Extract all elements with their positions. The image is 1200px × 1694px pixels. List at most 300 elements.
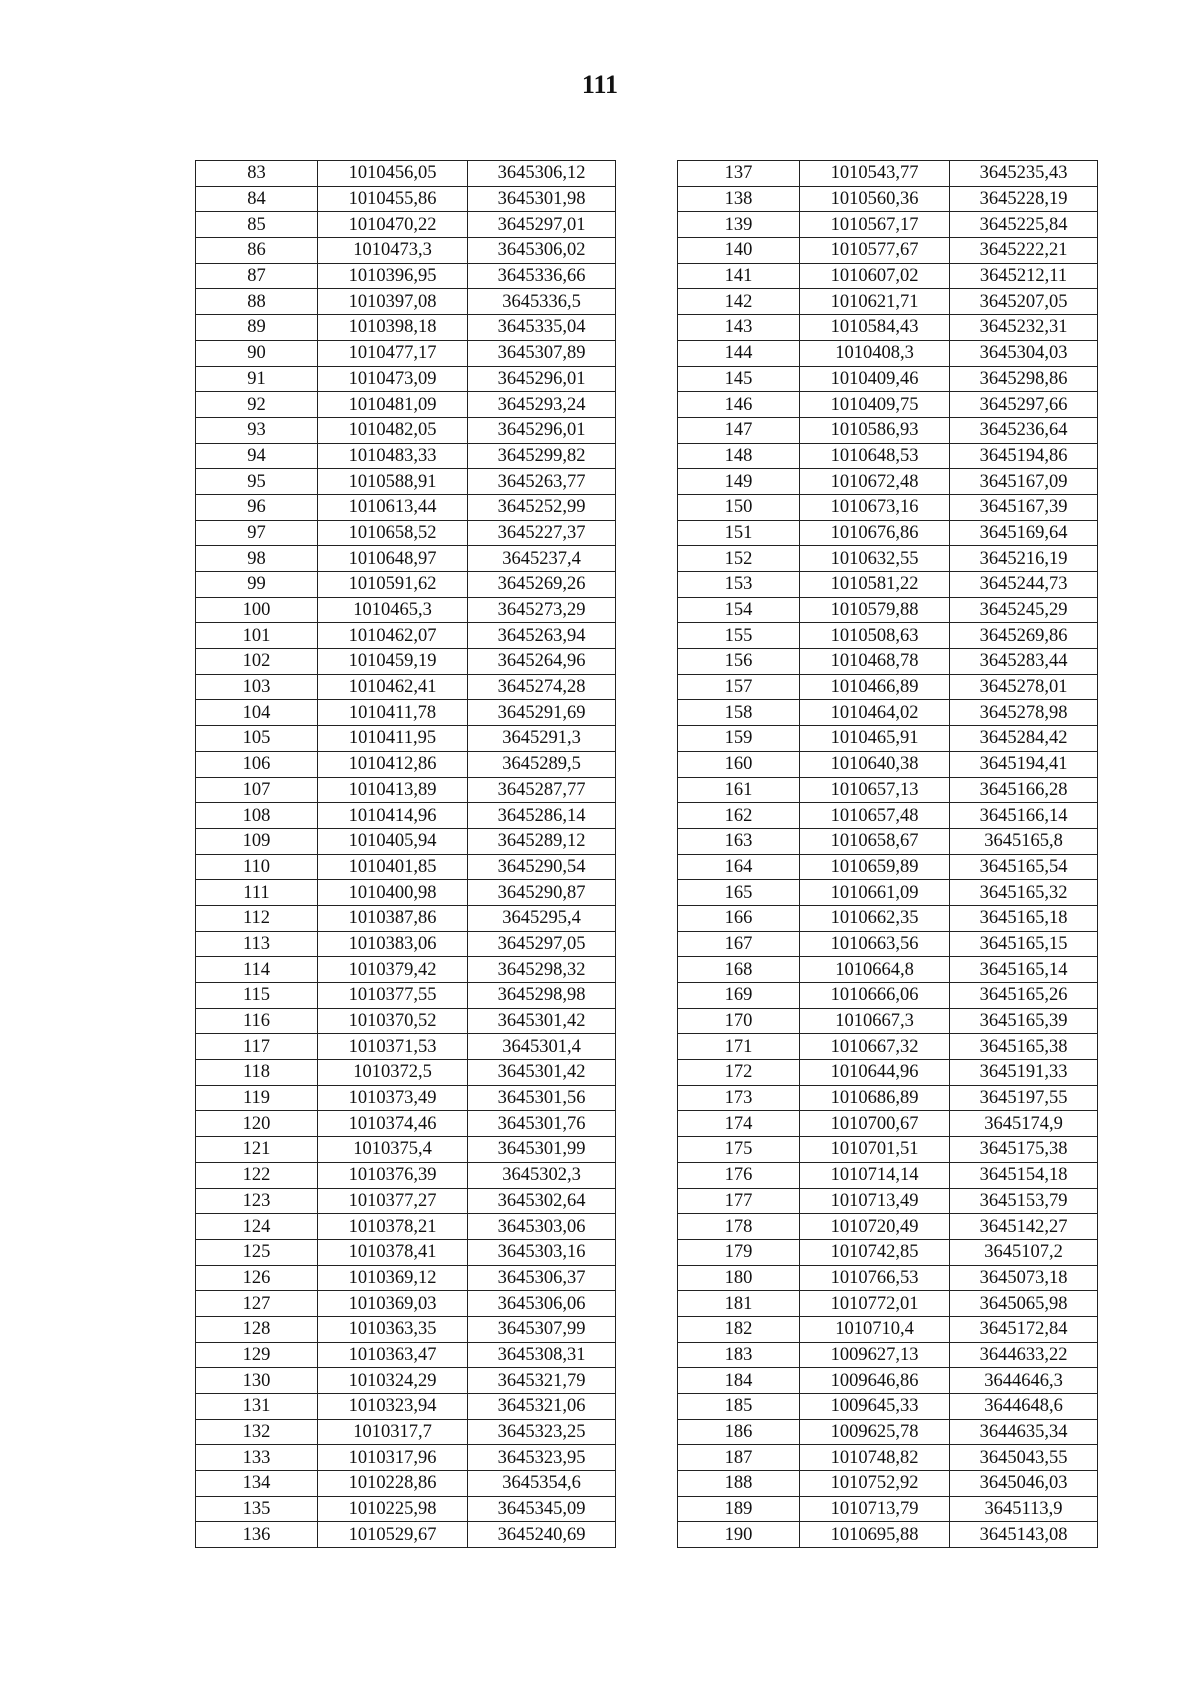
point-number-cell: 145 [678,366,800,392]
table-row [196,520,616,546]
point-number-cell: 126 [196,1265,318,1291]
x-coordinate-cell: 1010455,86 [318,186,468,212]
y-coordinate-cell: 3645222,21 [950,238,1098,264]
table-row [678,957,1098,983]
y-coordinate-cell: 3645165,8 [950,828,1098,854]
x-coordinate-cell: 1010713,49 [800,1188,950,1214]
x-coordinate-cell: 1010508,63 [800,623,950,649]
y-coordinate-cell: 3645293,24 [468,392,616,418]
point-number-cell: 177 [678,1188,800,1214]
y-coordinate-cell: 3645235,43 [950,161,1098,187]
y-coordinate-cell: 3645043,55 [950,1445,1098,1471]
point-number-cell: 188 [678,1471,800,1497]
x-coordinate-cell: 1010673,16 [800,494,950,520]
x-coordinate-cell: 1010376,39 [318,1162,468,1188]
y-coordinate-cell: 3645073,18 [950,1265,1098,1291]
y-coordinate-cell: 3645263,77 [468,469,616,495]
x-coordinate-cell: 1010640,38 [800,751,950,777]
point-number-cell: 156 [678,649,800,675]
y-coordinate-cell: 3645301,42 [468,1060,616,1086]
x-coordinate-cell: 1010383,06 [318,931,468,957]
table-row [196,443,616,469]
x-coordinate-cell: 1010560,36 [800,186,950,212]
table-row [196,1496,616,1522]
table-row [196,957,616,983]
x-coordinate-cell: 1010372,5 [318,1060,468,1086]
y-coordinate-cell: 3645237,4 [468,546,616,572]
point-number-cell: 85 [196,212,318,238]
table-row [196,392,616,418]
x-coordinate-cell: 1010396,95 [318,263,468,289]
point-number-cell: 171 [678,1034,800,1060]
x-coordinate-cell: 1010658,67 [800,828,950,854]
y-coordinate-cell: 3645335,04 [468,315,616,341]
point-number-cell: 174 [678,1111,800,1137]
point-number-cell: 118 [196,1060,318,1086]
x-coordinate-cell: 1010742,85 [800,1239,950,1265]
point-number-cell: 165 [678,880,800,906]
table-row [196,854,616,880]
point-number-cell: 179 [678,1239,800,1265]
y-coordinate-cell: 3645297,01 [468,212,616,238]
y-coordinate-cell: 3645274,28 [468,674,616,700]
x-coordinate-cell: 1010657,13 [800,777,950,803]
x-coordinate-cell: 1010657,48 [800,803,950,829]
y-coordinate-cell: 3645207,05 [950,289,1098,315]
table-row [678,238,1098,264]
point-number-cell: 111 [196,880,318,906]
point-number-cell: 141 [678,263,800,289]
table-row [678,983,1098,1009]
y-coordinate-cell: 3644633,22 [950,1342,1098,1368]
point-number-cell: 113 [196,931,318,957]
x-coordinate-cell: 1010473,3 [318,238,468,264]
y-coordinate-cell: 3645301,42 [468,1008,616,1034]
table-row [196,161,616,187]
y-coordinate-cell: 3645306,12 [468,161,616,187]
y-coordinate-cell: 3645175,38 [950,1137,1098,1163]
y-coordinate-cell: 3645303,06 [468,1214,616,1240]
x-coordinate-cell: 1010409,75 [800,392,950,418]
y-coordinate-cell: 3645307,89 [468,340,616,366]
x-coordinate-cell: 1009646,86 [800,1368,950,1394]
table-row [196,1342,616,1368]
point-number-cell: 88 [196,289,318,315]
x-coordinate-cell: 1010369,03 [318,1291,468,1317]
table-row [196,674,616,700]
point-number-cell: 105 [196,726,318,752]
y-coordinate-cell: 3645298,98 [468,983,616,1009]
table-row [678,1496,1098,1522]
y-coordinate-cell: 3645165,14 [950,957,1098,983]
x-coordinate-cell: 1010584,43 [800,315,950,341]
y-coordinate-cell: 3645287,77 [468,777,616,803]
x-coordinate-cell: 1010772,01 [800,1291,950,1317]
x-coordinate-cell: 1010465,91 [800,726,950,752]
point-number-cell: 180 [678,1265,800,1291]
table-row [678,1522,1098,1548]
point-number-cell: 144 [678,340,800,366]
point-number-cell: 109 [196,828,318,854]
y-coordinate-cell: 3645296,01 [468,366,616,392]
y-coordinate-cell: 3645046,03 [950,1471,1098,1497]
x-coordinate-cell: 1010664,8 [800,957,950,983]
x-coordinate-cell: 1010483,33 [318,443,468,469]
table-row [196,494,616,520]
point-number-cell: 149 [678,469,800,495]
point-number-cell: 90 [196,340,318,366]
point-number-cell: 112 [196,905,318,931]
table-row [196,289,616,315]
table-row [678,828,1098,854]
table-row [678,931,1098,957]
point-number-cell: 147 [678,417,800,443]
x-coordinate-cell: 1010398,18 [318,315,468,341]
y-coordinate-cell: 3644646,3 [950,1368,1098,1394]
point-number-cell: 83 [196,161,318,187]
x-coordinate-cell: 1010413,89 [318,777,468,803]
x-coordinate-cell: 1010459,19 [318,649,468,675]
y-coordinate-cell: 3645291,69 [468,700,616,726]
y-coordinate-cell: 3645301,98 [468,186,616,212]
y-coordinate-cell: 3645216,19 [950,546,1098,572]
table-row [678,1445,1098,1471]
y-coordinate-cell: 3645302,3 [468,1162,616,1188]
y-coordinate-cell: 3645301,56 [468,1085,616,1111]
table-row [678,905,1098,931]
y-coordinate-cell: 3645298,86 [950,366,1098,392]
point-number-cell: 107 [196,777,318,803]
table-row [678,366,1098,392]
table-row [678,161,1098,187]
table-row [678,1291,1098,1317]
point-number-cell: 160 [678,751,800,777]
y-coordinate-cell: 3645295,4 [468,905,616,931]
y-coordinate-cell: 3644635,34 [950,1419,1098,1445]
x-coordinate-cell: 1010591,62 [318,572,468,598]
table-row [196,1291,616,1317]
x-coordinate-cell: 1010720,49 [800,1214,950,1240]
y-coordinate-cell: 3645169,64 [950,520,1098,546]
point-number-cell: 98 [196,546,318,572]
x-coordinate-cell: 1010377,55 [318,983,468,1009]
table-row [678,1239,1098,1265]
point-number-cell: 159 [678,726,800,752]
y-coordinate-cell: 3645307,99 [468,1316,616,1342]
table-row [678,700,1098,726]
x-coordinate-cell: 1010482,05 [318,417,468,443]
y-coordinate-cell: 3645306,37 [468,1265,616,1291]
point-number-cell: 101 [196,623,318,649]
point-number-cell: 102 [196,649,318,675]
point-number-cell: 100 [196,597,318,623]
y-coordinate-cell: 3645323,95 [468,1445,616,1471]
x-coordinate-cell: 1010401,85 [318,854,468,880]
table-row [196,649,616,675]
point-number-cell: 131 [196,1394,318,1420]
y-coordinate-cell: 3645236,64 [950,417,1098,443]
y-coordinate-cell: 3645297,05 [468,931,616,957]
y-coordinate-cell: 3645154,18 [950,1162,1098,1188]
x-coordinate-cell: 1010378,21 [318,1214,468,1240]
y-coordinate-cell: 3645283,44 [950,649,1098,675]
table-row [196,828,616,854]
x-coordinate-cell: 1010543,77 [800,161,950,187]
y-coordinate-cell: 3645167,39 [950,494,1098,520]
y-coordinate-cell: 3645153,79 [950,1188,1098,1214]
x-coordinate-cell: 1010700,67 [800,1111,950,1137]
point-number-cell: 164 [678,854,800,880]
table-row [196,1445,616,1471]
x-coordinate-cell: 1010659,89 [800,854,950,880]
table-row [196,726,616,752]
point-number-cell: 127 [196,1291,318,1317]
x-coordinate-cell: 1010456,05 [318,161,468,187]
point-number-cell: 97 [196,520,318,546]
point-number-cell: 137 [678,161,800,187]
x-coordinate-cell: 1010667,3 [800,1008,950,1034]
point-number-cell: 167 [678,931,800,957]
x-coordinate-cell: 1010411,78 [318,700,468,726]
x-coordinate-cell: 1010375,4 [318,1137,468,1163]
point-number-cell: 110 [196,854,318,880]
y-coordinate-cell: 3645165,38 [950,1034,1098,1060]
x-coordinate-cell: 1010369,12 [318,1265,468,1291]
y-coordinate-cell: 3645269,86 [950,623,1098,649]
table-row [678,1394,1098,1420]
x-coordinate-cell: 1010473,09 [318,366,468,392]
y-coordinate-cell: 3645296,01 [468,417,616,443]
y-coordinate-cell: 3645304,03 [950,340,1098,366]
x-coordinate-cell: 1010481,09 [318,392,468,418]
point-number-cell: 155 [678,623,800,649]
y-coordinate-cell: 3645167,09 [950,469,1098,495]
point-number-cell: 117 [196,1034,318,1060]
table-row [678,803,1098,829]
y-coordinate-cell: 3645306,06 [468,1291,616,1317]
x-coordinate-cell: 1010370,52 [318,1008,468,1034]
table-row [196,597,616,623]
table-row [196,905,616,931]
x-coordinate-cell: 1010613,44 [318,494,468,520]
x-coordinate-cell: 1010408,3 [800,340,950,366]
x-coordinate-cell: 1010663,56 [800,931,950,957]
table-row [196,212,616,238]
table-row [678,212,1098,238]
point-number-cell: 106 [196,751,318,777]
y-coordinate-cell: 3645165,32 [950,880,1098,906]
point-number-cell: 166 [678,905,800,931]
point-number-cell: 89 [196,315,318,341]
y-coordinate-cell: 3645194,86 [950,443,1098,469]
point-number-cell: 116 [196,1008,318,1034]
point-number-cell: 154 [678,597,800,623]
coordinates-table-left [195,160,616,1548]
y-coordinate-cell: 3645143,08 [950,1522,1098,1548]
point-number-cell: 151 [678,520,800,546]
point-number-cell: 96 [196,494,318,520]
point-number-cell: 103 [196,674,318,700]
x-coordinate-cell: 1010579,88 [800,597,950,623]
x-coordinate-cell: 1010658,52 [318,520,468,546]
y-coordinate-cell: 3645299,82 [468,443,616,469]
x-coordinate-cell: 1009625,78 [800,1419,950,1445]
table-row [678,263,1098,289]
y-coordinate-cell: 3644648,6 [950,1394,1098,1420]
x-coordinate-cell: 1010752,92 [800,1471,950,1497]
y-coordinate-cell: 3645345,09 [468,1496,616,1522]
y-coordinate-cell: 3645301,99 [468,1137,616,1163]
point-number-cell: 94 [196,443,318,469]
table-row [678,649,1098,675]
x-coordinate-cell: 1010468,78 [800,649,950,675]
point-number-cell: 125 [196,1239,318,1265]
point-number-cell: 162 [678,803,800,829]
x-coordinate-cell: 1010713,79 [800,1496,950,1522]
x-coordinate-cell: 1010373,49 [318,1085,468,1111]
page-number: 111 [581,70,619,99]
y-coordinate-cell: 3645354,6 [468,1471,616,1497]
y-coordinate-cell: 3645240,69 [468,1522,616,1548]
x-coordinate-cell: 1010529,67 [318,1522,468,1548]
y-coordinate-cell: 3645321,06 [468,1394,616,1420]
table-row [678,1188,1098,1214]
y-coordinate-cell: 3645194,41 [950,751,1098,777]
x-coordinate-cell: 1010632,55 [800,546,950,572]
point-number-cell: 181 [678,1291,800,1317]
x-coordinate-cell: 1010317,96 [318,1445,468,1471]
y-coordinate-cell: 3645291,3 [468,726,616,752]
point-number-cell: 129 [196,1342,318,1368]
y-coordinate-cell: 3645252,99 [468,494,616,520]
table-row [678,1419,1098,1445]
y-coordinate-cell: 3645263,94 [468,623,616,649]
y-coordinate-cell: 3645065,98 [950,1291,1098,1317]
y-coordinate-cell: 3645165,39 [950,1008,1098,1034]
y-coordinate-cell: 3645306,02 [468,238,616,264]
table-row [678,315,1098,341]
y-coordinate-cell: 3645273,29 [468,597,616,623]
point-number-cell: 185 [678,1394,800,1420]
table-row [678,1368,1098,1394]
table-row [678,854,1098,880]
table-row [196,186,616,212]
table-row [678,494,1098,520]
x-coordinate-cell: 1010397,08 [318,289,468,315]
table-row [196,1085,616,1111]
table-row [196,1008,616,1034]
x-coordinate-cell: 1010228,86 [318,1471,468,1497]
table-row [196,1239,616,1265]
point-number-cell: 128 [196,1316,318,1342]
point-number-cell: 130 [196,1368,318,1394]
table-row [196,983,616,1009]
table-row [678,289,1098,315]
point-number-cell: 189 [678,1496,800,1522]
table-body [678,161,1098,1548]
table-row [196,1214,616,1240]
y-coordinate-cell: 3645197,55 [950,1085,1098,1111]
x-coordinate-cell: 1010588,91 [318,469,468,495]
point-number-cell: 91 [196,366,318,392]
point-number-cell: 157 [678,674,800,700]
y-coordinate-cell: 3645165,15 [950,931,1098,957]
x-coordinate-cell: 1010462,07 [318,623,468,649]
y-coordinate-cell: 3645336,66 [468,263,616,289]
x-coordinate-cell: 1010676,86 [800,520,950,546]
point-number-cell: 123 [196,1188,318,1214]
table-row [678,186,1098,212]
y-coordinate-cell: 3645284,42 [950,726,1098,752]
table-row [196,1471,616,1497]
point-number-cell: 152 [678,546,800,572]
table-row [678,1471,1098,1497]
x-coordinate-cell: 1010379,42 [318,957,468,983]
y-coordinate-cell: 3645191,33 [950,1060,1098,1086]
x-coordinate-cell: 1010577,67 [800,238,950,264]
table-row [196,546,616,572]
table-row [196,417,616,443]
x-coordinate-cell: 1010412,86 [318,751,468,777]
point-number-cell: 175 [678,1137,800,1163]
table-row [196,1060,616,1086]
x-coordinate-cell: 1010748,82 [800,1445,950,1471]
y-coordinate-cell: 3645244,73 [950,572,1098,598]
x-coordinate-cell: 1010414,96 [318,803,468,829]
point-number-cell: 114 [196,957,318,983]
table-row [678,1008,1098,1034]
x-coordinate-cell: 1010405,94 [318,828,468,854]
point-number-cell: 186 [678,1419,800,1445]
y-coordinate-cell: 3645297,66 [950,392,1098,418]
y-coordinate-cell: 3645323,25 [468,1419,616,1445]
x-coordinate-cell: 1010377,27 [318,1188,468,1214]
table-row [678,546,1098,572]
table-row [196,1188,616,1214]
table-row [678,417,1098,443]
table-row [678,1085,1098,1111]
x-coordinate-cell: 1010400,98 [318,880,468,906]
table-row [196,572,616,598]
x-coordinate-cell: 1010225,98 [318,1496,468,1522]
point-number-cell: 86 [196,238,318,264]
table-row [196,1137,616,1163]
point-number-cell: 161 [678,777,800,803]
y-coordinate-cell: 3645166,14 [950,803,1098,829]
x-coordinate-cell: 1010378,41 [318,1239,468,1265]
table-row [196,700,616,726]
x-coordinate-cell: 1010672,48 [800,469,950,495]
x-coordinate-cell: 1010766,53 [800,1265,950,1291]
y-coordinate-cell: 3645290,54 [468,854,616,880]
y-coordinate-cell: 3645166,28 [950,777,1098,803]
y-coordinate-cell: 3645289,12 [468,828,616,854]
y-coordinate-cell: 3645290,87 [468,880,616,906]
table-row [196,1162,616,1188]
point-number-cell: 163 [678,828,800,854]
x-coordinate-cell: 1010581,22 [800,572,950,598]
y-coordinate-cell: 3645289,5 [468,751,616,777]
point-number-cell: 115 [196,983,318,1009]
y-coordinate-cell: 3645308,31 [468,1342,616,1368]
point-number-cell: 158 [678,700,800,726]
y-coordinate-cell: 3645227,37 [468,520,616,546]
point-number-cell: 121 [196,1137,318,1163]
table-row [196,263,616,289]
x-coordinate-cell: 1010466,89 [800,674,950,700]
table-row [196,931,616,957]
point-number-cell: 190 [678,1522,800,1548]
